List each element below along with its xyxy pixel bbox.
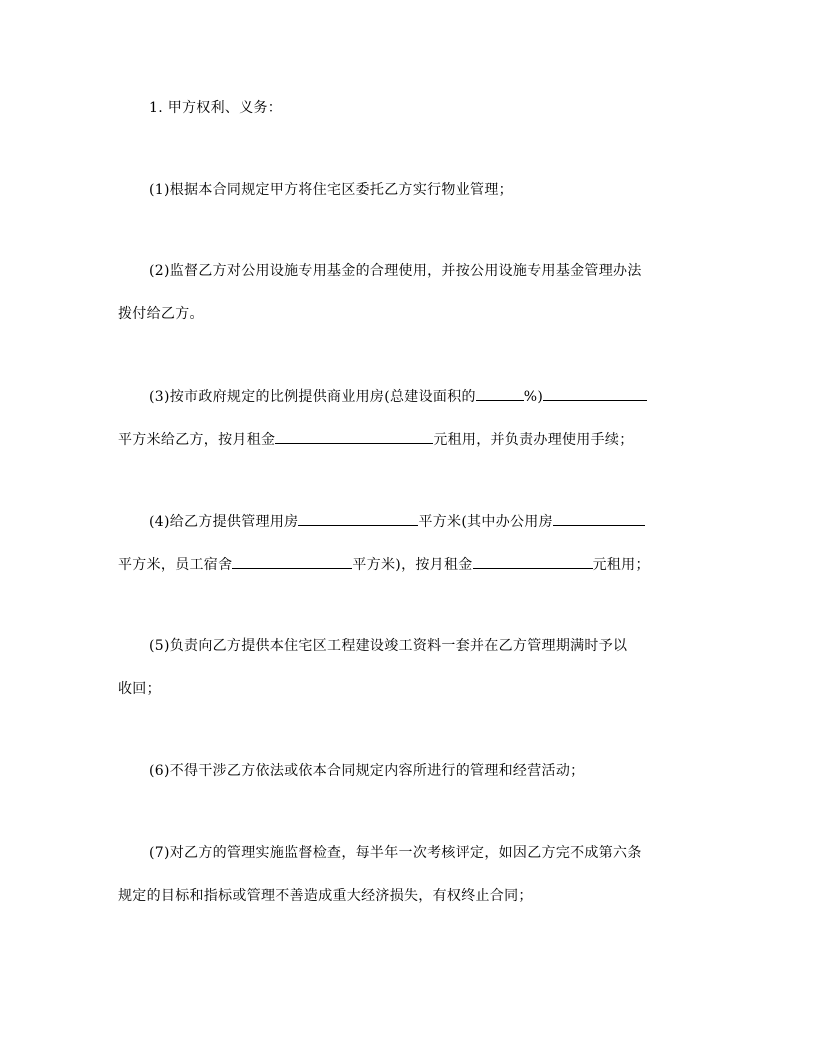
clause-2-text-1: (2)监督乙方对公用设施专用基金的合理使用，并按公用设施专用基金管理办法 [149, 263, 642, 279]
fill-blank-dorm-area[interactable] [232, 554, 352, 569]
clause-7-text-2: 规定的目标和指标或管理不善造成重大经济损失，有权终止合同； [118, 888, 533, 904]
clause-5-line-2 [118, 679, 161, 699]
clause-4-line-2 [118, 554, 650, 574]
clause-3-line-2 [118, 429, 634, 449]
clause-3-text-3: 平方米给乙方，按月租金 [118, 432, 276, 448]
clause-7-text-1: (7)对乙方的管理实施监督检查，每半年一次考核评定，如因乙方完不成第六条 [149, 845, 642, 861]
clause-7-line-2 [118, 886, 533, 906]
clause-4-text-3: 平方米，员工宿舍 [118, 557, 233, 573]
clause-6-text: (6)不得干涉乙方依法或依本合同规定内容所进行的管理和经营活动； [149, 763, 585, 779]
clause-3-text-4: 元租用，并负责办理使用手续； [433, 432, 634, 448]
fill-blank-office-area[interactable] [553, 511, 645, 526]
clause-4-line-1 [149, 511, 645, 531]
fill-blank-management-area[interactable] [298, 511, 418, 526]
section-heading-text: 1. 甲方权利、义务： [149, 100, 283, 116]
clause-2-line-1 [149, 261, 642, 281]
clause-7-line-1 [149, 843, 642, 863]
clause-4-text-4: 平方米)，按月租金 [352, 557, 473, 573]
clause-2-line-2 [118, 304, 204, 324]
fill-blank-management-rent[interactable] [473, 554, 593, 569]
clause-6 [149, 761, 584, 781]
clause-5-text-2: 收回； [118, 681, 161, 697]
clause-4-text-2: 平方米(其中办公用房 [418, 514, 553, 530]
clause-5-line-1 [149, 636, 627, 656]
fill-blank-percent[interactable] [476, 386, 524, 401]
clause-5-text-1: (5)负责向乙方提供本住宅区工程建设竣工资料一套并在乙方管理期满时予以 [149, 638, 628, 654]
clause-4-text-1: (4)给乙方提供管理用房 [149, 514, 299, 530]
fill-blank-commercial-area[interactable] [543, 386, 647, 401]
clause-1 [149, 180, 513, 200]
clause-3-text-1: (3)按市政府规定的比例提供商业用房(总建设面积的 [149, 389, 476, 405]
clause-3-line-1 [149, 386, 647, 406]
clause-4-text-5: 元租用； [592, 557, 650, 573]
clause-2-text-2: 拨付给乙方。 [118, 306, 204, 322]
section-heading [149, 98, 282, 118]
clause-1-text: (1)根据本合同规定甲方将住宅区委托乙方实行物业管理； [149, 182, 513, 198]
fill-blank-monthly-rent[interactable] [275, 429, 433, 444]
clause-3-text-2: %) [523, 389, 544, 405]
